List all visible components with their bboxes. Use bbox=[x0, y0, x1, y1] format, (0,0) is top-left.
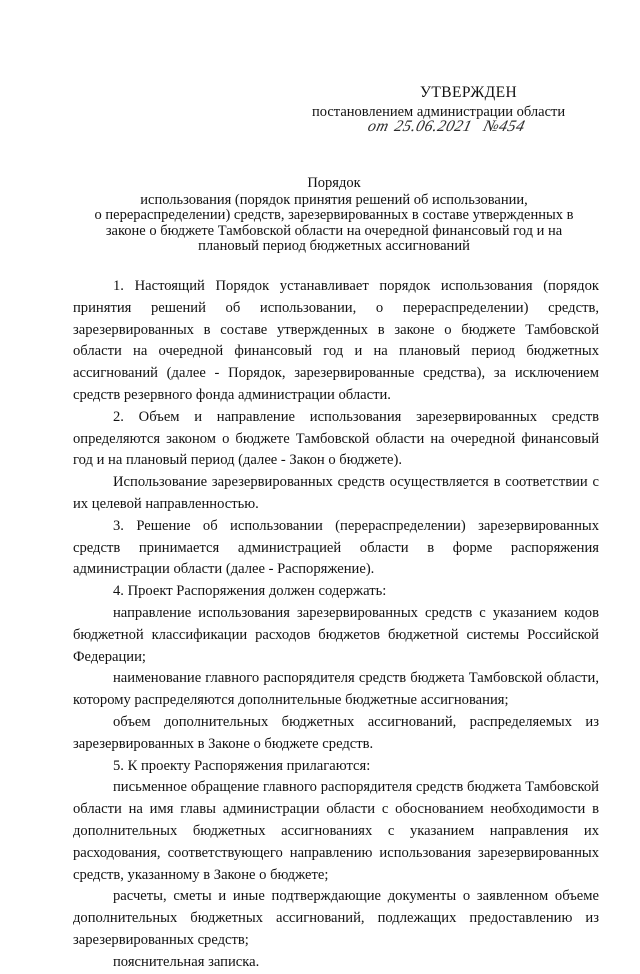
title-line: законе о бюджете Тамбовской области на очередной финансовый год и на bbox=[105, 222, 563, 239]
paragraph: расчеты, сметы и иные подтверждающие документы о заявленном объеме дополнительных бюджетных ассигнований, подлежащих предоставлению из зарезервированных средств; bbox=[73, 888, 599, 948]
title-line: использования (порядок принятия решений об использовании, bbox=[140, 191, 528, 208]
paragraph: объем дополнительных бюджетных ассигнований, распределяемых из зарезервированных в Законе о бюджете средств. bbox=[73, 713, 599, 752]
paragraph: пояснительная записка. bbox=[113, 953, 260, 970]
approved-by-line: постановлением администрации области bbox=[312, 104, 566, 120]
document-body bbox=[73, 276, 599, 974]
paragraph: 5. К проекту Распоряжения прилагаются: bbox=[113, 757, 371, 774]
title-heading: Порядок bbox=[307, 175, 361, 191]
document-title bbox=[60, 176, 608, 255]
handwritten-date: 25.06.2021 bbox=[392, 118, 474, 135]
paragraph: письменное обращение главного распорядителя средств бюджета Тамбовской области на имя главы администрации области с обоснованием необходимости в дополнительных бюджетных ассигнованиях с указанием направления их расходования, соответствующего направлению использования зарезервированных средств, указанному в Законе о бюджете; bbox=[73, 779, 599, 883]
paragraph: наименование главного распорядителя средств бюджета Тамбовской области, которому распределяются дополнительные бюджетные ассигнования; bbox=[73, 670, 599, 709]
paragraph: 1. Настоящий Порядок устанавливает порядок использования (порядок принятия решений об использовании, о перераспределении) средств, зарезервированных в составе утвержденных в законе о бюджете Тамбовской области на очередной финансовый год и на плановый период бюджетных ассигнований (далее - Порядок, зарезервированные средства), за исключением средств резервного фонда администрации области. bbox=[73, 278, 599, 403]
title-line: о перераспределении) средств, зарезервированных в составе утвержденных в bbox=[94, 207, 574, 223]
paragraph: 4. Проект Распоряжения должен содержать: bbox=[113, 583, 387, 600]
approved-stamp-title: УТВЕРЖДЕН bbox=[420, 84, 518, 101]
title-line: плановый период бюджетных ассигнований bbox=[198, 238, 470, 254]
paragraph: направление использования зарезервированных средств с указанием кодов бюджетной классификации расходов бюджетов бюджетной системы Российской Федерации; bbox=[73, 604, 599, 665]
handwritten-number: №454 bbox=[481, 118, 527, 135]
paragraph: 3. Решение об использовании (перераспределении) зарезервированных средств принимается администрацией области в форме распоряжения администрации области (далее - Распоряжение). bbox=[73, 517, 599, 578]
handwritten-date-label: от bbox=[366, 118, 391, 135]
paragraph: 2. Объем и направление использования зарезервированных средств определяются законом о бюджете Тамбовской области на очередной финансовый год и на плановый период (далее - Закон о бюджете). bbox=[73, 408, 599, 469]
handwritten-date-number bbox=[366, 118, 527, 136]
paragraph: Использование зарезервированных средств осуществляется в соответствии с их целевой направленностью. bbox=[73, 474, 599, 512]
